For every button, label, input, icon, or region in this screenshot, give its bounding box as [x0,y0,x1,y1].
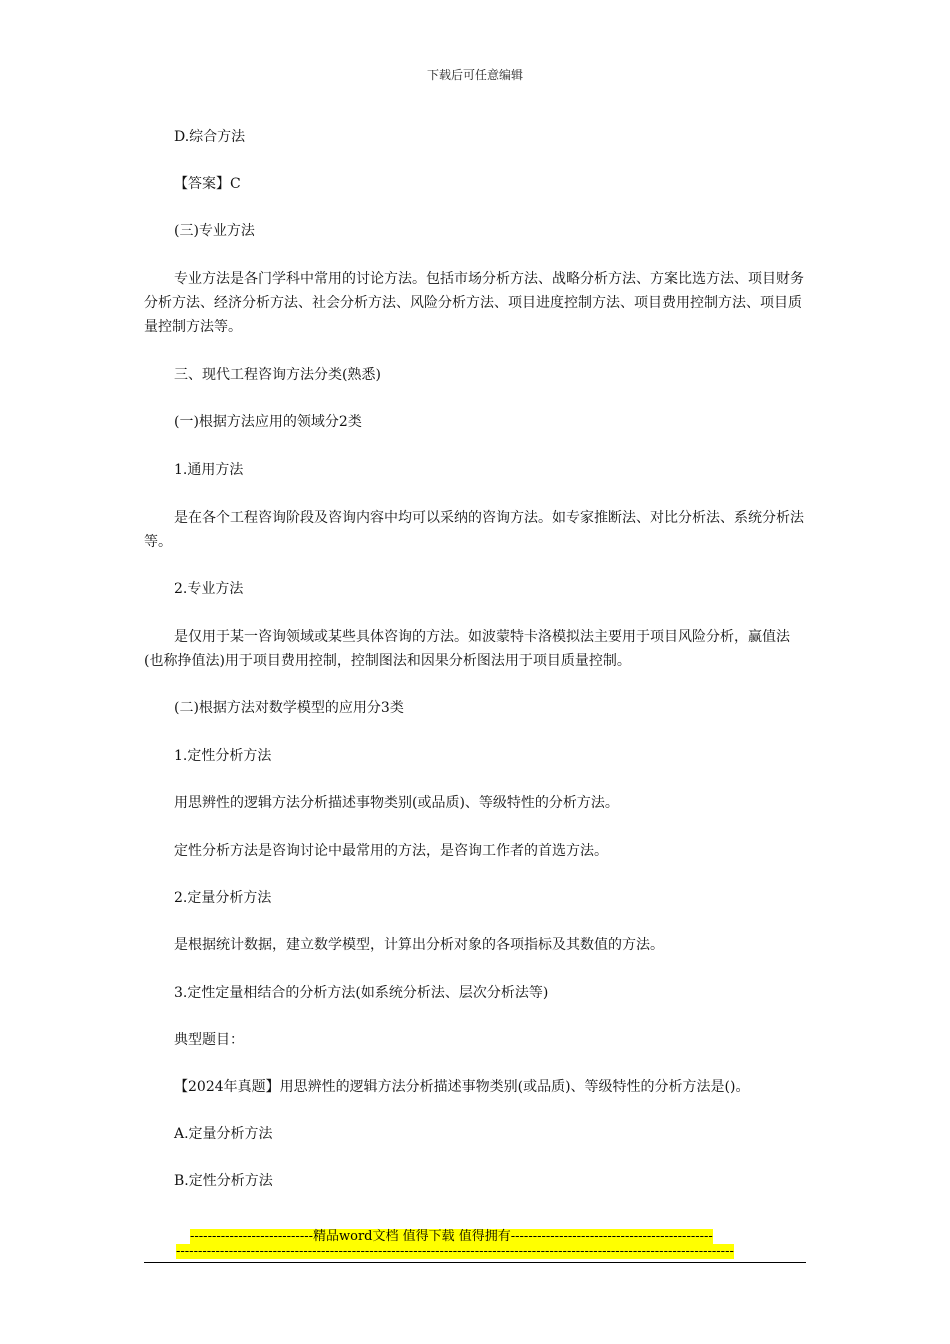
page-header: 下载后可任意编辑 [426,68,523,82]
footer-banner-line-1: ----------------------------精品word文档 值得下载 值得拥有---------------------------------------------- [190,1229,713,1244]
paragraph: 专业方法是各门学科中常用的讨论方法。包括市场分析方法、战略分析方法、方案比选方法、项目财务分析方法、经济分析方法、社会分析方法、风险分析方法、项目进度控制方法、项目费用控制方法、项目质量控制方法等。 [144,271,804,335]
section-heading: (三)专业方法 [174,223,255,239]
body-line: 是根据统计数据，建立数学模型，计算出分析对象的各项指标及其数值的方法。 [174,937,664,953]
body-line: 用思辨性的逻辑方法分析描述事物类别(或品质)、等级特性的分析方法。 [174,795,619,811]
option-a: A.定量分析方法 [174,1126,273,1142]
section-heading: (一)根据方法应用的领域分2类 [174,414,362,430]
subsection-heading: 1.通用方法 [174,462,244,478]
footer-banner-line-2: ------------------------------------------------------------------------------------------------------------------------------- [176,1244,734,1259]
footer-divider [144,1262,806,1263]
answer-label: 【答案】C [174,176,241,192]
option-b: B.定性分析方法 [174,1173,273,1189]
subsection-heading: 2.定量分析方法 [174,890,272,906]
subsection-heading: 2.专业方法 [174,581,244,597]
option-d: D.综合方法 [174,129,246,145]
body-line: 定性分析方法是咨询讨论中最常用的方法，是咨询工作者的首选方法。 [174,843,608,859]
subsection-heading: 1.定性分析方法 [174,748,272,764]
subsection-heading: 3.定性定量相结合的分析方法(如系统分析法、层次分析法等) [174,985,549,1001]
section-heading: 三、现代工程咨询方法分类(熟悉) [174,367,381,383]
section-heading: (二)根据方法对数学模型的应用分3类 [174,700,404,716]
question-stem: 【2024年真题】用思辨性的逻辑方法分析描述事物类别(或品质)、等级特性的分析方法是()。 [174,1079,750,1095]
paragraph: 是仅用于某一咨询领域或某些具体咨询的方法。如波蒙特卡洛模拟法主要用于项目风险分析，赢值法(也称挣值法)用于项目费用控制，控制图法和因果分析图法用于项目质量控制。 [144,629,790,669]
paragraph: 是在各个工程咨询阶段及咨询内容中均可以采纳的咨询方法。如专家推断法、对比分析法、系统分析法等。 [144,510,804,550]
body-line: 典型题目： [174,1032,244,1048]
